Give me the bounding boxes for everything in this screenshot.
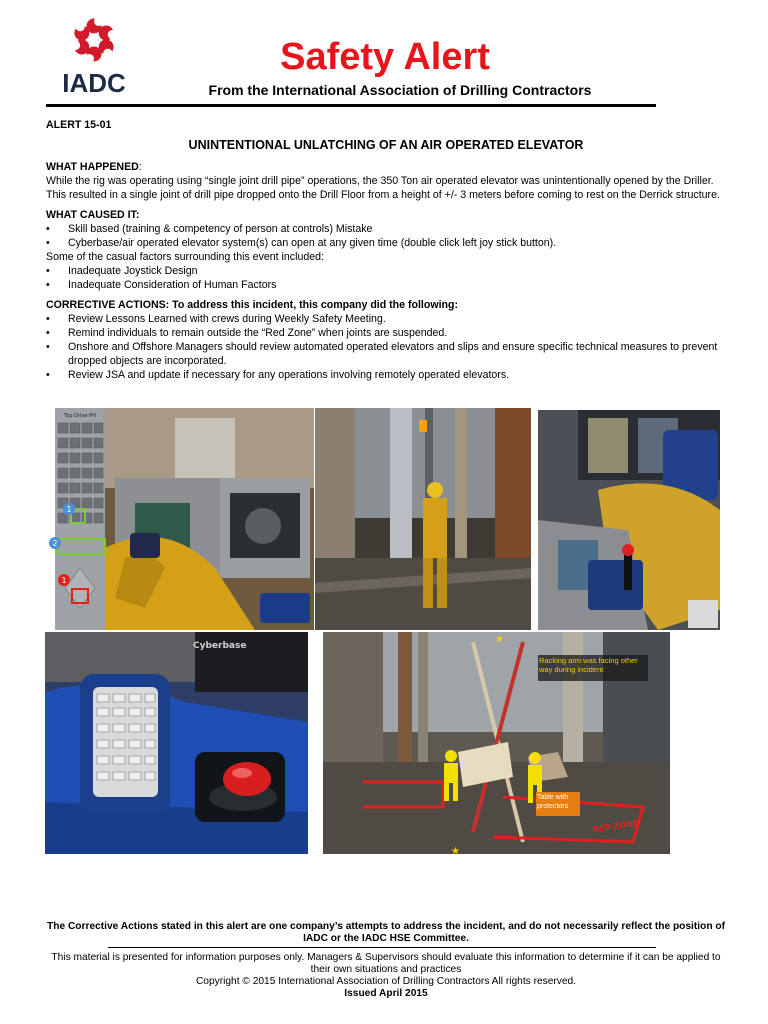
racking-note: Racking arm was facing other way during incident xyxy=(539,656,638,674)
document-title: UNINTENTIONAL UNLATCHING OF AN AIR OPERATED ELEVATOR xyxy=(188,138,584,152)
header xyxy=(0,0,768,110)
page-subtitle: From the International Association of Drilling Contractors xyxy=(208,82,592,98)
photo-collage xyxy=(0,408,768,858)
driller-console-photo xyxy=(52,408,314,630)
what-happened-text: While the rig was operating using “single joint drill pipe” operations, the 350 Ton air operated elevator was unintentionally opened by the Driller. This resulted in a single joint of drill pipe dropped onto the Drill Floor from a height of +/- 3 meters before coming to rest on the Derrick structure. xyxy=(46,175,720,201)
list-item: • Review Lessons Learned with crews during Weekly Safety Meeting. xyxy=(46,312,726,326)
causal-factors-intro: Some of the casual factors surrounding this event included: xyxy=(46,251,324,263)
what-caused-section xyxy=(46,208,726,292)
red-zone-label: RED ZONE xyxy=(592,818,639,834)
corrective-actions-heading: CORRECTIVE ACTIONS: To address this incident, this company did the following: xyxy=(46,299,458,311)
disclaimer: The Corrective Actions stated in this alert are one company’s attempts to address the incident, and do not necessarily reflect the position of IADC or the IADC HSE Committee. xyxy=(47,921,725,944)
list-item: • Inadequate Consideration of Human Factors xyxy=(46,278,726,292)
table-note: Table with protectors xyxy=(537,794,569,810)
panel-label: Top Drive PH xyxy=(64,413,96,419)
page-title: Safety Alert xyxy=(280,36,490,78)
list-item: • Skill based (training & competency of person at controls) Mistake xyxy=(46,222,726,236)
footer-info xyxy=(46,952,726,1000)
list-item: • Review JSA and update if necessary for any operations involving remotely operated elevators. xyxy=(46,368,726,382)
list-item: • Onshore and Offshore Managers should review automated operated elevators and slips and ensure specific technical measures to prevent dropped objects are incorporated. xyxy=(46,340,726,368)
star-icon: ★ xyxy=(495,634,504,645)
corrective-actions-section xyxy=(46,298,726,382)
footer-divider xyxy=(108,947,656,948)
corrective-action-list xyxy=(46,312,726,382)
issued-date: Issued April 2015 xyxy=(344,988,428,999)
what-happened-section: WHAT HAPPENED: While the rig was operating using “single joint drill pipe” operations, the 350 Ton air operated elevator was unintentionally opened by the Driller. This resulted in a single joint of drill pipe dropped onto the Drill Floor from a height of +/- 3 meters before coming to rest on the Derrick structure. xyxy=(46,160,726,202)
info-text: This material is presented for information purposes only. Managers & Supervisors should evaluate this information to determine if it can be applied to their own situations and practices xyxy=(51,952,721,975)
marker-1: 1 xyxy=(66,505,72,514)
header-divider xyxy=(46,104,656,107)
list-item: • Remind individuals to remain outside the “Red Zone” when joints are suspended. xyxy=(46,326,726,340)
star-icon: ★ xyxy=(451,846,460,857)
list-item: • Inadequate Joystick Design xyxy=(46,264,726,278)
marker-red: 1 xyxy=(61,576,67,585)
what-happened-heading: WHAT HAPPENED xyxy=(46,161,139,173)
alert-content xyxy=(46,118,726,388)
iadc-flower-icon xyxy=(66,12,122,68)
copyright-text: Copyright © 2015 International Association of Drilling Contractors All rights reserved. xyxy=(195,976,577,987)
drill-floor-worker-photo xyxy=(315,408,531,630)
alert-id: ALERT 15-01 xyxy=(46,119,112,131)
iadc-logo xyxy=(58,12,130,98)
cyberbase-label: Cyberbase xyxy=(193,641,247,651)
operator-screens-photo xyxy=(538,410,720,630)
joystick-closeup-photo xyxy=(45,632,308,854)
red-zone-diagram-photo xyxy=(323,632,670,857)
what-caused-heading: WHAT CAUSED IT: xyxy=(46,209,140,221)
list-item: • Cyberbase/air operated elevator system(s) can open at any given time (double click left joy stick button). xyxy=(46,236,726,250)
causal-factor-list xyxy=(46,264,726,292)
logo-text: IADC xyxy=(62,68,126,98)
cause-list xyxy=(46,222,726,250)
marker-2: 2 xyxy=(52,539,58,548)
